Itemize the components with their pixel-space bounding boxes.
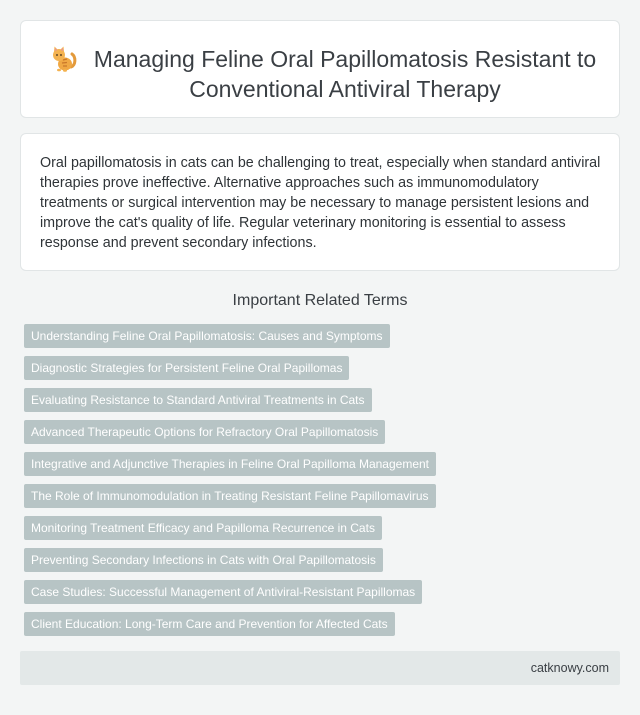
page-title: Managing Feline Oral Papillomatosis Resistant to Conventional Antiviral Therapy: [93, 46, 597, 102]
related-terms-list: [24, 324, 620, 644]
related-term-link[interactable]: Preventing Secondary Infections in Cats with Oral Papillomatosis: [24, 548, 383, 572]
related-term-link[interactable]: Evaluating Resistance to Standard Antiviral Treatments in Cats: [24, 388, 372, 412]
related-term-link[interactable]: Case Studies: Successful Management of Antiviral-Resistant Papillomas: [24, 580, 422, 604]
footer-site-link[interactable]: catknowy.com: [530, 661, 609, 675]
related-term-link[interactable]: Diagnostic Strategies for Persistent Feline Oral Papillomas: [24, 356, 349, 380]
related-term-link[interactable]: Client Education: Long-Term Care and Prevention for Affected Cats: [24, 612, 395, 636]
summary-paragraph: Oral papillomatosis in cats can be challenging to treat, especially when standard antiviral therapies prove ineffective. Alternative approaches such as immunomodulatory treatments or surgical intervention may be necessary to manage persistent lesions and improve the cat's quality of life. Regular veterinary monitoring is essential to assess response and prevent secondary infections.: [40, 155, 601, 251]
related-term-link[interactable]: Advanced Therapeutic Options for Refractory Oral Papillomatosis: [24, 420, 385, 444]
related-term-link[interactable]: Monitoring Treatment Efficacy and Papilloma Recurrence in Cats: [24, 516, 382, 540]
cat-icon: [50, 45, 78, 73]
related-term-link[interactable]: The Role of Immunomodulation in Treating Resistant Feline Papillomavirus: [24, 484, 436, 508]
related-terms-heading: Important Related Terms: [232, 292, 408, 309]
related-term-link[interactable]: Understanding Feline Oral Papillomatosis: Causes and Symptoms: [24, 324, 390, 348]
footer-bar: [20, 651, 620, 685]
related-term-link[interactable]: Integrative and Adjunctive Therapies in Feline Oral Papilloma Management: [24, 452, 436, 476]
